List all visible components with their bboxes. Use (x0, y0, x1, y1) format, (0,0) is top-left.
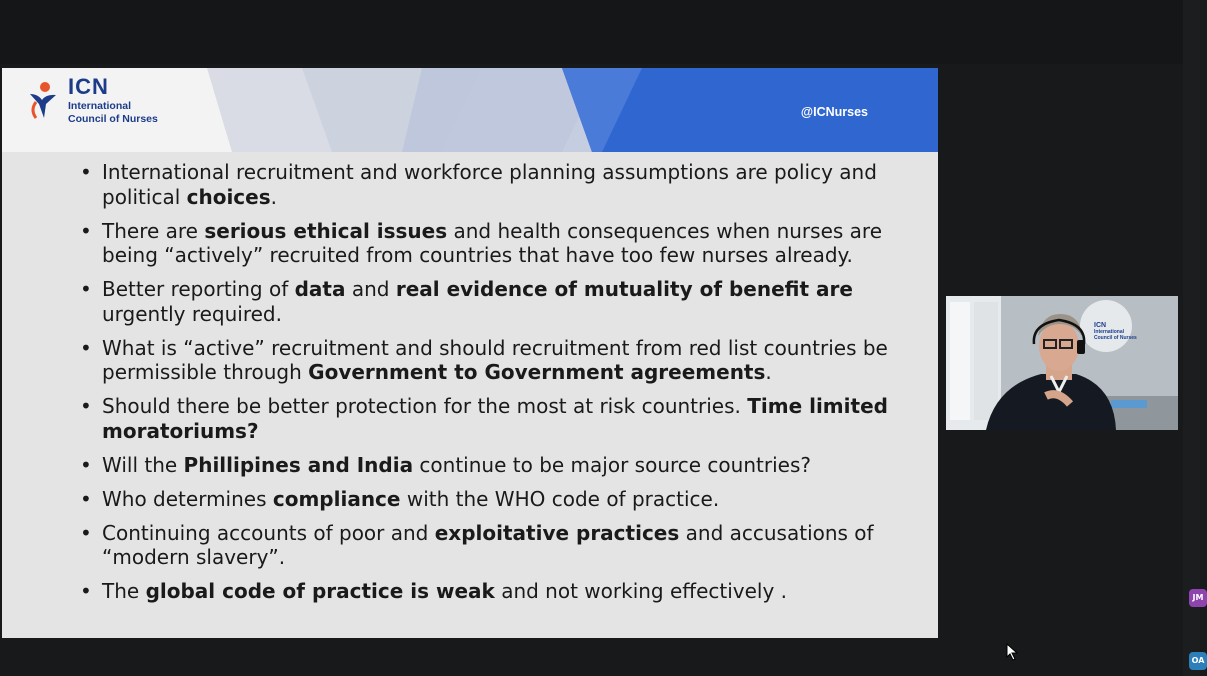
bullet-text: and (345, 277, 396, 301)
bullet-bold-text: global code of practice is weak (145, 579, 495, 603)
mouse-cursor-icon (1006, 643, 1020, 661)
slide-header (2, 68, 938, 152)
icn-logo (26, 74, 166, 134)
logo-subtitle (68, 100, 178, 126)
bullet-text: What is “active” recruitment and should recruitment from red list countries be permissible through (102, 335, 888, 384)
bullet-text: Will the (102, 452, 184, 477)
bullet-item (80, 160, 900, 209)
bullet-list (80, 160, 900, 613)
bullet-text: urgently required. (102, 301, 282, 326)
bullet-item (80, 277, 900, 326)
bullet-text: . (270, 184, 277, 209)
speaker-video-frame (946, 296, 1178, 430)
bullet-item (80, 453, 900, 478)
bullet-bold-text: data (294, 277, 346, 301)
logo-subtitle-line1: International (68, 100, 132, 112)
bullet-text: and not working effectively . (494, 579, 788, 603)
bullet-item (80, 521, 900, 570)
icn-logo-icon (26, 80, 62, 120)
logo-subtitle-line2: Council of Nurses (68, 113, 158, 125)
bullet-bold-text: exploitative practices (434, 520, 680, 545)
wall-logo-line1: International (1094, 329, 1125, 335)
participant-avatar-jm[interactable] (1189, 589, 1207, 607)
twitter-handle: @ICNurses (800, 105, 868, 119)
bullet-text: Better reporting of (102, 277, 295, 301)
bullet-item (80, 336, 900, 385)
window-top-area (0, 0, 1200, 64)
wall-logo (1094, 322, 1137, 341)
bullet-text: International recruitment and workforce planning assumptions are policy and political (102, 160, 877, 209)
bullet-item (80, 579, 900, 604)
bullet-item (80, 219, 900, 268)
participant-initials: JM (1192, 593, 1204, 602)
wall-logo-title: ICN (1094, 322, 1107, 329)
bullet-text: and accusations of “modern slavery”. (102, 520, 874, 569)
bullet-bold-text: choices (186, 184, 271, 209)
bullet-item (80, 394, 900, 443)
bullet-bold-text: real evidence of mutuality of benefit are (395, 277, 853, 301)
bullet-text: with the WHO code of practice. (400, 486, 720, 511)
bullet-bold-text: Time limited moratoriums? (102, 394, 888, 443)
wall-logo-line2: Council of Nurses (1094, 335, 1137, 341)
speaker-video-tile[interactable] (946, 296, 1178, 430)
bullet-bold-text: Phillipines and India (183, 452, 414, 477)
presentation-slide (2, 68, 938, 638)
bullet-text: Continuing accounts of poor and (102, 520, 435, 545)
bullet-text: The (102, 579, 146, 603)
bullet-text: continue to be major source countries? (413, 452, 811, 477)
participant-avatar-oa[interactable] (1189, 652, 1207, 670)
bullet-text: . (765, 360, 772, 384)
bullet-text: Should there be better protection for the most at risk countries. (102, 394, 748, 418)
bullet-text: and health consequences when nurses are being “actively” recruited from countries that have too few nurses already. (102, 218, 883, 267)
bullet-text: There are (102, 218, 205, 243)
bullet-bold-text: Government to Government agreements (308, 360, 766, 384)
bullet-bold-text: serious ethical issues (204, 218, 448, 243)
participants-strip (1183, 0, 1200, 676)
bullet-item (80, 487, 900, 512)
bullet-text: Who determines (102, 486, 273, 511)
logo-title: ICN (68, 74, 109, 99)
participant-initials: OA (1191, 656, 1205, 665)
bullet-bold-text: compliance (272, 486, 401, 511)
